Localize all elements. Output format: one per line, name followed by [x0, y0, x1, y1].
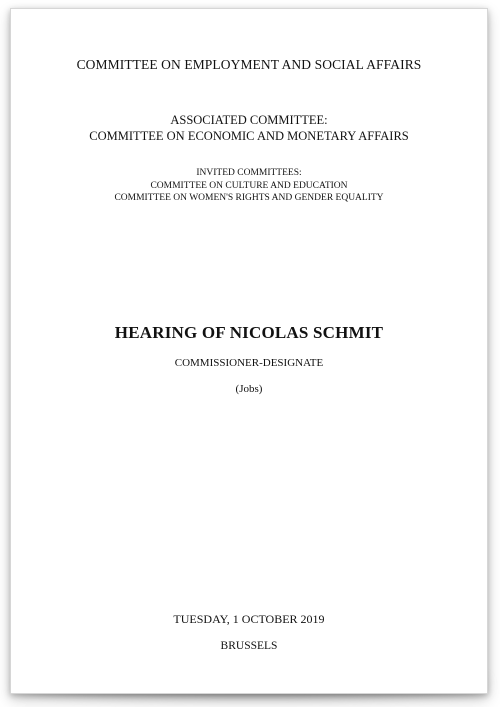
associated-committee-block	[11, 112, 487, 144]
commissioner-role	[11, 357, 487, 369]
hearing-title	[11, 323, 487, 343]
commissioner-role-text: COMMISSIONER-DESIGNATE	[174, 357, 324, 369]
invited-committee-name: COMMITTEE ON CULTURE AND EDUCATION	[150, 180, 348, 191]
main-committee-label: COMMITTEE ON EMPLOYMENT AND SOCIAL AFFAIRS	[76, 57, 422, 72]
document-page	[10, 8, 488, 694]
associated-committee-heading: ASSOCIATED COMMITTEE:	[170, 113, 328, 127]
hearing-place-text: BRUSSELS	[220, 640, 278, 652]
hearing-date	[11, 612, 487, 627]
invited-committees-block	[11, 167, 487, 205]
portfolio	[11, 383, 487, 395]
hearing-place	[11, 640, 487, 652]
portfolio-text: (Jobs)	[235, 383, 263, 395]
invited-committees-heading: INVITED COMMITTEES:	[196, 168, 302, 178]
hearing-title-text: HEARING OF NICOLAS SCHMIT	[114, 323, 384, 342]
associated-committee-name: COMMITTEE ON ECONOMIC AND MONETARY AFFAIRS	[89, 129, 409, 143]
main-committee-heading	[11, 57, 487, 73]
invited-committee-name: COMMITTEE ON WOMEN'S RIGHTS AND GENDER EQUALITY	[114, 193, 384, 203]
hearing-date-text: TUESDAY, 1 OCTOBER 2019	[173, 612, 325, 626]
